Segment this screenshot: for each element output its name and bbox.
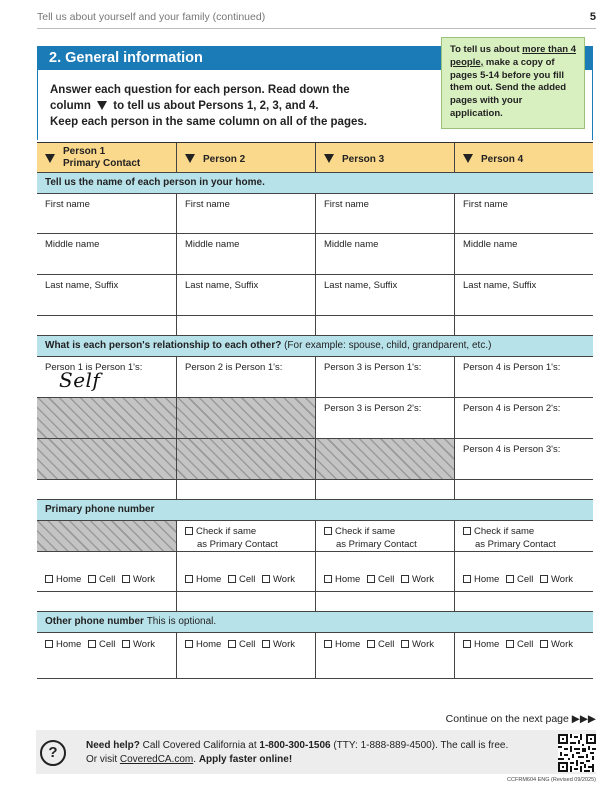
field-label: Person 4 is Person 1's:	[463, 362, 561, 373]
home-checkbox[interactable]	[185, 640, 193, 648]
home-checkbox[interactable]	[463, 575, 471, 583]
page-header	[37, 9, 596, 29]
help-text	[86, 739, 508, 767]
spacer-cell	[176, 480, 315, 499]
down-triangle-icon	[97, 101, 107, 110]
other-phone-label: Other phone number	[45, 616, 144, 627]
cell-label: Cell	[516, 639, 534, 650]
person3-same-as-primary	[315, 521, 454, 551]
person-header-row	[37, 142, 593, 173]
spacer-cell	[315, 316, 454, 335]
tty-text: (TTY: 1-888-889-4500). The call is free.	[330, 740, 509, 751]
person2-relationship-field[interactable]	[176, 357, 315, 397]
phone-type-options	[463, 639, 577, 650]
home-label: Home	[474, 574, 500, 585]
person2-same-as-primary	[176, 521, 315, 551]
cell-checkbox[interactable]	[367, 575, 375, 583]
spacer-cell	[37, 316, 176, 335]
spacer-cell	[315, 480, 454, 499]
cell-label: Cell	[238, 574, 256, 585]
help-phone-number[interactable]: 1-800-300-1506	[259, 740, 331, 751]
spacer-cell	[454, 316, 593, 335]
field-label: Middle name	[45, 239, 100, 250]
person3-first-name-field[interactable]	[315, 194, 454, 233]
checkbox-label: Check if same	[335, 526, 396, 537]
person4-header	[454, 143, 593, 172]
instructions-line2b: to tell us about Persons 1, 2, 3, and 4.	[113, 100, 319, 112]
person3-relationship-field[interactable]	[315, 357, 454, 397]
person2-other-phone-field[interactable]	[176, 633, 315, 678]
header-title: Tell us about yourself and your family (continued)	[37, 11, 266, 23]
same-as-primary-checkbox[interactable]	[463, 527, 471, 535]
hatched-na-cell	[37, 398, 176, 438]
field-label: Last name, Suffix	[324, 280, 398, 291]
person2-primary-phone-field[interactable]	[176, 552, 315, 591]
instructions-text	[50, 82, 367, 130]
relationship-question: What is each person's relationship to each other?	[45, 340, 282, 351]
other-phone-hint: This is optional.	[146, 616, 217, 627]
field-label: Last name, Suffix	[463, 280, 537, 291]
person1-relationship-field[interactable]	[37, 357, 176, 397]
work-label: Work	[273, 574, 295, 585]
work-label: Work	[551, 574, 573, 585]
person1-header	[37, 143, 176, 172]
or-visit-text: Or visit	[86, 754, 120, 765]
person4-label: Person 4	[481, 154, 524, 165]
field-label: First name	[463, 199, 508, 210]
spacer-row	[37, 592, 593, 612]
hatched-na-cell	[176, 439, 315, 479]
period-text: .	[193, 754, 199, 765]
home-checkbox[interactable]	[324, 575, 332, 583]
work-checkbox[interactable]	[540, 575, 548, 583]
field-label: Person 3 is Person 2's:	[324, 403, 422, 414]
relationship-row-2	[37, 398, 593, 439]
general-info-grid	[37, 142, 593, 679]
person4-relationship-p3-field[interactable]	[454, 439, 593, 479]
home-label: Home	[56, 574, 82, 585]
work-label: Work	[412, 639, 434, 650]
note-text-1: To tell us about	[450, 44, 523, 55]
person1-first-name-field[interactable]	[37, 194, 176, 233]
call-text: Call Covered California at	[139, 740, 260, 751]
relationship-row-1	[37, 357, 593, 398]
field-label: Person 1 is Person 1's:	[45, 362, 143, 373]
cell-checkbox[interactable]	[88, 575, 96, 583]
field-label: Middle name	[185, 239, 240, 250]
continue-next-page: Continue on the next page ▶▶▶	[445, 713, 596, 725]
person1-middle-name-field[interactable]	[37, 234, 176, 274]
phone-type-options	[45, 639, 159, 650]
person4-same-as-primary	[454, 521, 593, 551]
hatched-na-cell	[37, 439, 176, 479]
down-triangle-icon	[45, 154, 55, 163]
field-label: Middle name	[463, 239, 518, 250]
person1-last-name-field[interactable]	[37, 275, 176, 315]
phone-type-options	[324, 639, 438, 650]
first-name-row	[37, 194, 593, 234]
checkbox-label-2: as Primary Contact	[475, 539, 556, 550]
phone-type-options	[185, 639, 299, 650]
last-name-row	[37, 275, 593, 316]
hatched-na-cell	[315, 439, 454, 479]
primary-phone-row	[37, 552, 593, 592]
person4-first-name-field[interactable]	[454, 194, 593, 233]
home-checkbox[interactable]	[185, 575, 193, 583]
spacer-cell	[454, 592, 593, 611]
section-banner: 2. General information	[37, 46, 593, 70]
down-triangle-icon	[185, 154, 195, 163]
field-label: First name	[45, 199, 90, 210]
work-label: Work	[412, 574, 434, 585]
phone-type-options	[324, 574, 438, 585]
question-mark-icon: ?	[40, 740, 66, 766]
cell-label: Cell	[516, 574, 534, 585]
checkbox-label-2: as Primary Contact	[336, 539, 417, 550]
cell-checkbox[interactable]	[506, 640, 514, 648]
checkbox-label-2: as Primary Contact	[197, 539, 278, 550]
work-label: Work	[133, 639, 155, 650]
instructions-line2a: column	[50, 100, 91, 112]
person4-other-phone-field[interactable]	[454, 633, 593, 678]
person3-relationship-p2-field[interactable]	[315, 398, 454, 438]
relationship-row-3	[37, 439, 593, 480]
relationship-hint: (For example: spouse, child, grandparent, etc.)	[281, 340, 492, 351]
copy-pages-note	[441, 37, 585, 129]
work-checkbox[interactable]	[262, 640, 270, 648]
spacer-cell	[315, 592, 454, 611]
spacer-cell	[37, 592, 176, 611]
hatched-na-cell	[37, 521, 176, 551]
instructions-line2	[50, 98, 367, 114]
field-label: Person 3 is Person 1's:	[324, 362, 422, 373]
field-label: Last name, Suffix	[45, 280, 119, 291]
work-checkbox[interactable]	[401, 575, 409, 583]
field-label: First name	[185, 199, 230, 210]
cell-checkbox[interactable]	[506, 575, 514, 583]
website-link[interactable]: CoveredCA.com	[119, 754, 194, 765]
spacer-cell	[176, 592, 315, 611]
other-phone-section-label	[37, 612, 593, 633]
home-checkbox[interactable]	[324, 640, 332, 648]
work-checkbox[interactable]	[401, 640, 409, 648]
field-label: Last name, Suffix	[185, 280, 259, 291]
field-label: Person 2 is Person 1's:	[185, 362, 283, 373]
down-triangle-icon	[324, 154, 334, 163]
form-code: CCFRM604 ENG (Revised 09/2025)	[507, 777, 596, 783]
home-label: Home	[196, 574, 222, 585]
field-label: Person 4 is Person 3's:	[463, 444, 561, 455]
person2-header	[176, 143, 315, 172]
middle-name-row	[37, 234, 593, 275]
work-checkbox[interactable]	[122, 575, 130, 583]
home-checkbox[interactable]	[45, 575, 53, 583]
work-label: Work	[133, 574, 155, 585]
help-bar	[36, 730, 596, 774]
person2-last-name-field[interactable]	[176, 275, 315, 315]
field-label: Middle name	[324, 239, 379, 250]
cell-checkbox[interactable]	[228, 640, 236, 648]
same-as-primary-checkbox[interactable]	[185, 527, 193, 535]
names-section-label: Tell us the name of each person in your home.	[37, 173, 593, 194]
person3-middle-name-field[interactable]	[315, 234, 454, 274]
spacer-cell	[176, 316, 315, 335]
qr-code-icon	[558, 734, 596, 772]
person3-last-name-field[interactable]	[315, 275, 454, 315]
other-phone-row	[37, 633, 593, 679]
relationship-section-label	[37, 336, 593, 357]
home-label: Home	[56, 639, 82, 650]
down-triangle-icon	[463, 154, 473, 163]
spacer-cell	[454, 480, 593, 499]
home-label: Home	[196, 639, 222, 650]
phone-type-options	[463, 574, 577, 585]
person2-first-name-field[interactable]	[176, 194, 315, 233]
person3-header	[315, 143, 454, 172]
person1-other-phone-field[interactable]	[37, 633, 176, 678]
cell-label: Cell	[377, 574, 395, 585]
home-label: Home	[335, 574, 361, 585]
note-link[interactable]: more than 4 people,	[450, 44, 576, 68]
work-checkbox[interactable]	[540, 640, 548, 648]
work-checkbox[interactable]	[122, 640, 130, 648]
person3-primary-phone-field[interactable]	[315, 552, 454, 591]
checkbox-label: Check if same	[196, 526, 257, 537]
person4-middle-name-field[interactable]	[454, 234, 593, 274]
phone-type-options	[45, 574, 159, 585]
instructions-line1: Answer each question for each person. Read down the	[50, 84, 350, 96]
instructions-line3: Keep each person in the same column on all of the pages.	[50, 116, 367, 128]
same-as-primary-checkbox[interactable]	[324, 527, 332, 535]
person4-relationship-p2-field[interactable]	[454, 398, 593, 438]
person4-last-name-field[interactable]	[454, 275, 593, 315]
home-label: Home	[335, 639, 361, 650]
same-as-primary-row	[37, 521, 593, 552]
cell-checkbox[interactable]	[367, 640, 375, 648]
cell-checkbox[interactable]	[228, 575, 236, 583]
person1-label: Person 1	[63, 146, 106, 157]
work-label: Work	[273, 639, 295, 650]
phone-type-options	[185, 574, 299, 585]
work-label: Work	[551, 639, 573, 650]
spacer-row	[37, 480, 593, 500]
person2-label: Person 2	[203, 154, 246, 165]
home-checkbox[interactable]	[463, 640, 471, 648]
field-label: First name	[324, 199, 369, 210]
person2-middle-name-field[interactable]	[176, 234, 315, 274]
cell-label: Cell	[98, 574, 116, 585]
cell-checkbox[interactable]	[88, 640, 96, 648]
apply-online-text: Apply faster online!	[198, 754, 293, 765]
primary-phone-section-label: Primary phone number	[37, 500, 593, 521]
work-checkbox[interactable]	[262, 575, 270, 583]
hatched-na-cell	[176, 398, 315, 438]
handwritten-self: Self	[59, 368, 101, 392]
person1-primary-phone-field[interactable]	[37, 552, 176, 591]
person4-primary-phone-field[interactable]	[454, 552, 593, 591]
person3-other-phone-field[interactable]	[315, 633, 454, 678]
field-label: Person 4 is Person 2's:	[463, 403, 561, 414]
person4-relationship-field[interactable]	[454, 357, 593, 397]
home-checkbox[interactable]	[45, 640, 53, 648]
cell-label: Cell	[377, 639, 395, 650]
person1-sublabel: Primary Contact	[63, 158, 141, 169]
spacer-row	[37, 316, 593, 336]
page-number: 5	[589, 11, 596, 23]
spacer-cell	[37, 480, 176, 499]
person3-label: Person 3	[342, 154, 385, 165]
note-text-2: make a copy of pages 5-14 before you fill them out. Send the added pages with your application.	[450, 56, 567, 119]
checkbox-label: Check if same	[474, 526, 535, 537]
cell-label: Cell	[98, 639, 116, 650]
need-help-label: Need help?	[86, 740, 140, 751]
home-label: Home	[474, 639, 500, 650]
cell-label: Cell	[238, 639, 256, 650]
